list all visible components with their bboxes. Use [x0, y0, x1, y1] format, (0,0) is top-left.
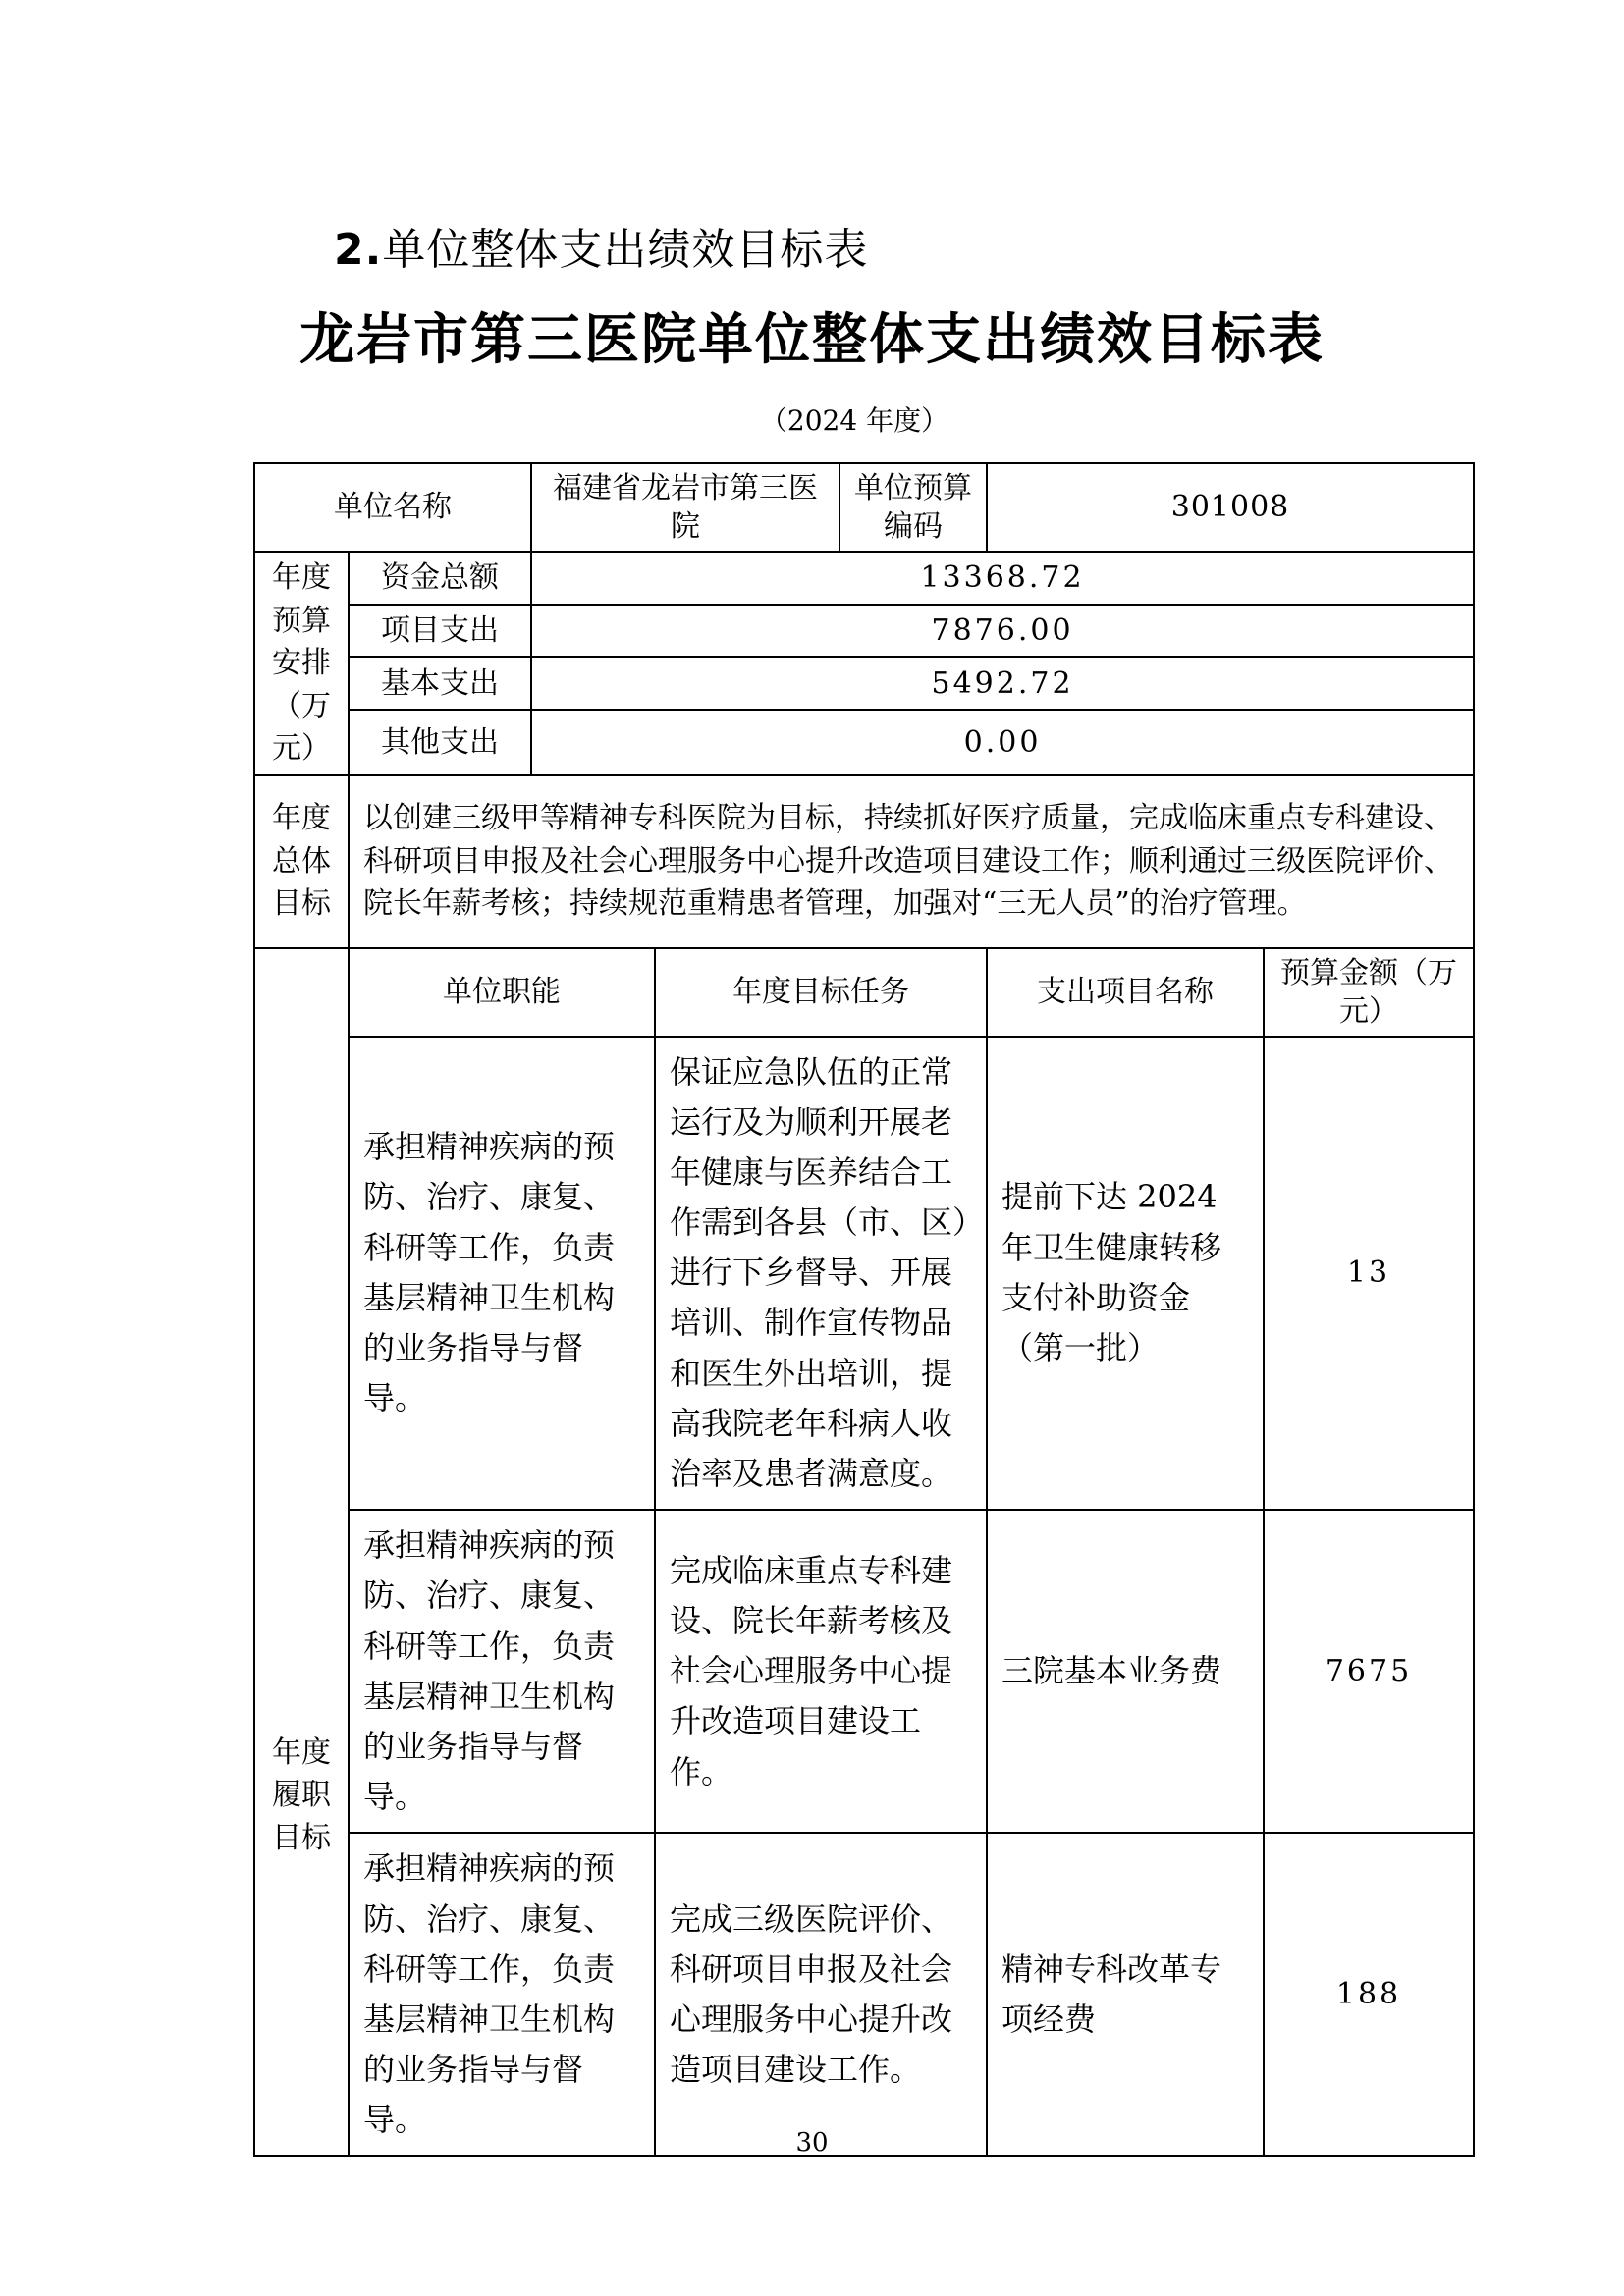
budget-row	[254, 710, 1474, 774]
page-number: 30	[795, 2128, 829, 2158]
section-heading-text: 单位整体支出绩效目标表	[382, 225, 869, 275]
budget-row	[254, 605, 1474, 658]
unit-code-value: 301008	[987, 463, 1474, 552]
budget-row	[254, 657, 1474, 710]
duty-cell: 承担精神疾病的预防、治疗、康复、科研等工作，负责基层精神卫生机构的业务指导与督导。	[349, 1037, 655, 1511]
budget-row	[254, 552, 1474, 605]
overall-goal-label: 年度总体目标	[254, 775, 349, 948]
budget-item-value: 5492.72	[531, 657, 1474, 710]
duty-cell: 承担精神疾病的预防、治疗、康复、科研等工作，负责基层精神卫生机构的业务指导与督导。	[349, 1510, 655, 1833]
amount-cell: 188	[1264, 1833, 1474, 2156]
budget-item-label: 资金总额	[349, 552, 531, 605]
header-task: 年度目标任务	[655, 948, 987, 1037]
performance-goal-table	[253, 462, 1475, 2157]
section-number: 2.	[334, 225, 383, 275]
unit-code-label: 单位预算编码	[839, 463, 987, 552]
performance-label: 年度履职目标	[254, 948, 349, 2157]
task-cell: 保证应急队伍的正常运行及为顺利开展老年健康与医养结合工作需到各县（市、区）进行下乡督导、开展培训、制作宣传物品和医生外出培训，提高我院老年科病人收治率及患者满意度。	[655, 1037, 987, 1511]
amount-cell: 13	[1264, 1037, 1474, 1511]
task-cell: 完成三级医院评价、科研项目申报及社会心理服务中心提升改造项目建设工作。	[655, 1833, 987, 2156]
overall-goal-row	[254, 775, 1474, 948]
performance-row	[254, 1510, 1474, 1833]
unit-name-label: 单位名称	[254, 463, 531, 552]
overall-goal-text: 以创建三级甲等精神专科医院为目标，持续抓好医疗质量，完成临床重点专科建设、科研项目申报及社会心理服务中心提升改造项目建设工作；顺利通过三级医院评价、院长年薪考核；持续规范重精患者管理，加强对“三无人员”的治疗管理。	[349, 775, 1474, 948]
budget-label: 年度预算安排（万元）	[254, 552, 349, 775]
amount-cell: 7675	[1264, 1510, 1474, 1833]
unit-row	[254, 463, 1474, 552]
header-amount: 预算金额（万元）	[1264, 948, 1474, 1037]
budget-item-label: 其他支出	[349, 710, 531, 774]
performance-row	[254, 1833, 1474, 2156]
document-year: （2024 年度）	[759, 404, 949, 437]
header-duty: 单位职能	[349, 948, 655, 1037]
duty-cell: 承担精神疾病的预防、治疗、康复、科研等工作，负责基层精神卫生机构的业务指导与督导。	[349, 1833, 655, 2156]
task-cell: 完成临床重点专科建设、院长年薪考核及社会心理服务中心提升改造项目建设工作。	[655, 1510, 987, 1833]
project-cell: 提前下达 2024 年卫生健康转移支付补助资金（第一批）	[987, 1037, 1264, 1511]
document-title: 龙岩市第三医院单位整体支出绩效目标表	[299, 308, 1325, 372]
project-cell: 三院基本业务费	[987, 1510, 1264, 1833]
performance-row	[254, 1037, 1474, 1511]
budget-item-value: 0.00	[531, 710, 1474, 774]
budget-item-label: 项目支出	[349, 605, 531, 658]
performance-header-row	[254, 948, 1474, 1037]
budget-item-value: 13368.72	[531, 552, 1474, 605]
project-cell: 精神专科改革专项经费	[987, 1833, 1264, 2156]
unit-name-value: 福建省龙岩市第三医院	[531, 463, 839, 552]
budget-item-value: 7876.00	[531, 605, 1474, 658]
section-heading	[334, 214, 868, 277]
budget-item-label: 基本支出	[349, 657, 531, 710]
header-project: 支出项目名称	[987, 948, 1264, 1037]
